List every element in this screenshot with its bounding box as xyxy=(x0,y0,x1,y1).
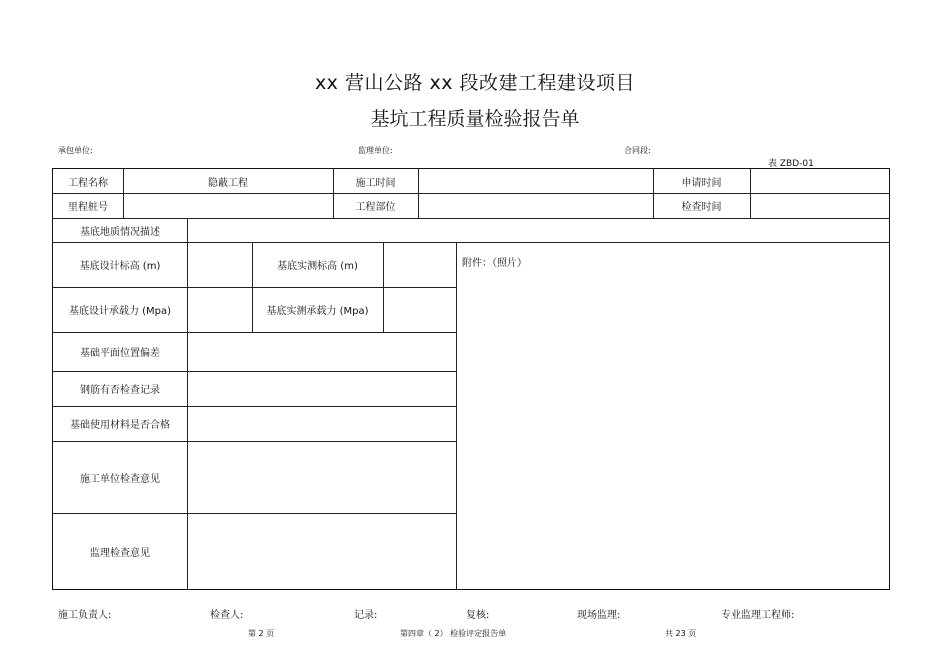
form-number: 表 ZBD-01 xyxy=(768,159,814,169)
application-time-label: 申请时间 xyxy=(681,177,722,189)
title-line-1: xx 营山公路 xx 段改建工程建设项目 xyxy=(314,72,636,94)
title-line-2: 基坑工程质量检验报告单 xyxy=(370,108,580,130)
plane-deviation-label: 基础平面位置偏差 xyxy=(80,348,160,359)
inspector-label: 检查人: xyxy=(210,610,244,621)
rebar-record-label: 钢筋有否检查记录 xyxy=(80,385,160,396)
design-bearing-label: 基底设计承载力 (Mpa) xyxy=(68,306,172,317)
supervising-engineer-label: 专业监理工程师: xyxy=(721,610,795,621)
contract-section-label: 合同段: xyxy=(624,146,651,155)
inspection-time-label: 检查时间 xyxy=(681,202,722,213)
construction-lead-label: 施工负责人: xyxy=(58,610,112,621)
measured-elevation-label: 基底实测标高 (m) xyxy=(277,261,358,272)
supervisor-label: 监理单位: xyxy=(358,146,393,155)
attachment-label: 附件：（照片） xyxy=(462,258,527,269)
design-elevation-label: 基底设计标高 (m) xyxy=(79,261,161,272)
chainage-label: 里程桩号 xyxy=(68,202,108,213)
construction-time-label: 施工时间 xyxy=(355,177,396,189)
inspection-table xyxy=(52,168,890,590)
material-label: 基础使用材料是否合格 xyxy=(70,420,170,431)
total-pages: 共 23 页 xyxy=(665,629,697,638)
project-name-label: 工程名称 xyxy=(68,177,108,189)
contractor-opinion-label: 施工单位检查意见 xyxy=(80,473,160,485)
geology-label: 基底地质情况描述 xyxy=(80,226,160,238)
work-part-label: 工程部位 xyxy=(355,202,396,213)
chapter-label: 第四章（ 2） 检验评定报告单 xyxy=(400,629,507,638)
measured-bearing-label: 基底实测承载力 (Mpa) xyxy=(266,306,369,317)
site-supervisor-label: 现场监理: xyxy=(577,610,621,621)
project-name-value: 隐蔽工程 xyxy=(208,177,248,189)
recorder-label: 记录: xyxy=(354,610,378,621)
supervisor-opinion-label: 监理检查意见 xyxy=(90,547,150,559)
page-number: 第 2 页 xyxy=(248,629,275,638)
contractor-label: 承包单位: xyxy=(58,146,93,155)
reviewer-label: 复核: xyxy=(466,610,490,621)
